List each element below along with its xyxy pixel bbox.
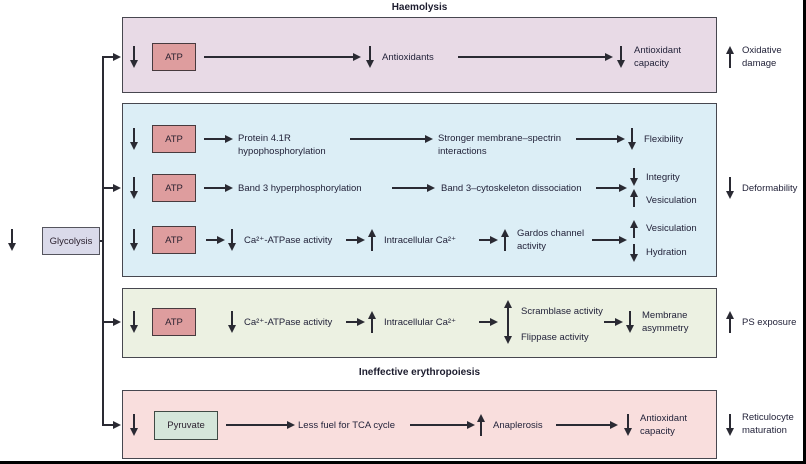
vesiculation-label: Vesiculation [646,223,697,234]
atp-node [152,43,196,71]
ps-exposure-label: PS exposure [742,317,797,328]
less-fuel-tca-label: Less fuel for TCA cycle [298,420,395,431]
decrease-arrow-icon [11,229,13,244]
right-arrow-icon [102,321,114,323]
atp-label: ATP [165,234,183,246]
right-arrow-icon [204,138,226,140]
antioxidant-capacity-label: Antioxidant capacity [634,45,682,69]
scramblase-activity-label: Scramblase activity [521,306,603,317]
right-arrow-icon [479,239,491,241]
flippase-activity-label: Flippase activity [521,332,589,343]
right-arrow-icon [350,138,426,140]
decrease-arrow-icon [729,414,731,429]
decrease-arrow-icon [633,168,635,179]
increase-arrow-icon [504,236,506,251]
atp-node [152,308,196,336]
decrease-arrow-icon [627,414,629,429]
decrease-arrow-icon [633,244,635,255]
up-down-arrow-icon [507,307,509,337]
decrease-arrow-icon [620,46,622,61]
glycolysis-label: Glycolysis [49,235,93,247]
decrease-arrow-icon [133,128,135,143]
deformability-label: Deformability [742,183,798,194]
right-arrow-icon [226,424,288,426]
oxidative-damage-label: Oxidative damage [742,45,782,69]
right-arrow-icon [102,424,114,426]
increase-arrow-icon [480,421,482,436]
increase-arrow-icon [729,53,731,68]
band3-hyperphosphorylation-label: Band 3 hyperphosphorylation [238,183,362,194]
atp-label: ATP [165,182,183,194]
flexibility-label: Flexibility [644,134,684,145]
decrease-arrow-icon [133,46,135,61]
deformability-panel [122,103,717,277]
integrity-label: Integrity [646,172,680,183]
glycolysis-node [42,227,100,255]
right-arrow-icon [410,424,468,426]
increase-arrow-icon [729,318,731,333]
ca-atpase-activity-label: Ca²⁺-ATPase activity [244,235,333,246]
decrease-arrow-icon [729,177,731,192]
increase-arrow-icon [633,196,635,207]
right-arrow-icon [458,56,606,58]
right-arrow-icon [596,187,620,189]
decrease-arrow-icon [631,128,633,143]
atp-node [152,125,196,153]
decrease-arrow-icon [369,46,371,61]
section-title-ineffective-erythropoiesis: Ineffective erythropoiesis [358,367,481,378]
increase-arrow-icon [633,227,635,238]
vesiculation-label: Vesiculation [646,195,697,206]
band3-cytoskeleton-label: Band 3–cytoskeleton dissociation [441,183,582,194]
increase-arrow-icon [371,236,373,251]
right-arrow-icon [592,239,620,241]
pyruvate-label: Pyruvate [167,420,205,431]
membrane-spectrin-label: Stronger membrane–spectrin interactions [438,133,562,157]
right-arrow-icon [102,56,114,58]
membrane-asymmetry-label: Membrane asymmetry [642,310,689,334]
right-arrow-icon [604,321,616,323]
decrease-arrow-icon [231,311,233,326]
atp-label: ATP [165,51,183,63]
right-arrow-icon [102,187,114,189]
atp-node [152,226,196,254]
right-arrow-icon [479,321,491,323]
right-arrow-icon [206,239,218,241]
right-arrow-icon [556,424,611,426]
decrease-arrow-icon [629,311,631,326]
atp-node [152,174,196,202]
pyruvate-node [154,411,218,440]
decrease-arrow-icon [133,177,135,192]
decrease-arrow-icon [133,311,135,326]
hydration-label: Hydration [646,247,687,258]
right-arrow-icon [346,239,358,241]
antioxidant-capacity-label: Antioxidant capacity [640,413,688,437]
decrease-arrow-icon [133,229,135,244]
gardos-channel-label: Gardos channel activity [517,228,585,252]
right-arrow-icon [346,321,358,323]
protein-41r-label: Protein 4.1R hypophosphorylation [238,133,326,157]
decrease-arrow-icon [133,414,135,429]
branch-line [102,56,104,426]
right-arrow-icon [204,187,226,189]
ca-atpase-activity-label: Ca²⁺-ATPase activity [244,317,333,328]
section-title-haemolysis: Haemolysis [391,2,448,13]
antioxidants-label: Antioxidants [382,52,434,63]
anaplerosis-label: Anaplerosis [493,420,543,431]
atp-label: ATP [165,133,183,145]
decrease-arrow-icon [231,229,233,244]
right-arrow-icon [204,56,354,58]
increase-arrow-icon [371,318,373,333]
intracellular-ca-label: Intracellular Ca²⁺ [384,235,457,246]
reticulocyte-maturation-label: Reticulocyte maturation [742,412,794,436]
right-arrow-icon [576,138,618,140]
intracellular-ca-label: Intracellular Ca²⁺ [384,317,457,328]
right-arrow-icon [392,187,428,189]
atp-label: ATP [165,316,183,328]
